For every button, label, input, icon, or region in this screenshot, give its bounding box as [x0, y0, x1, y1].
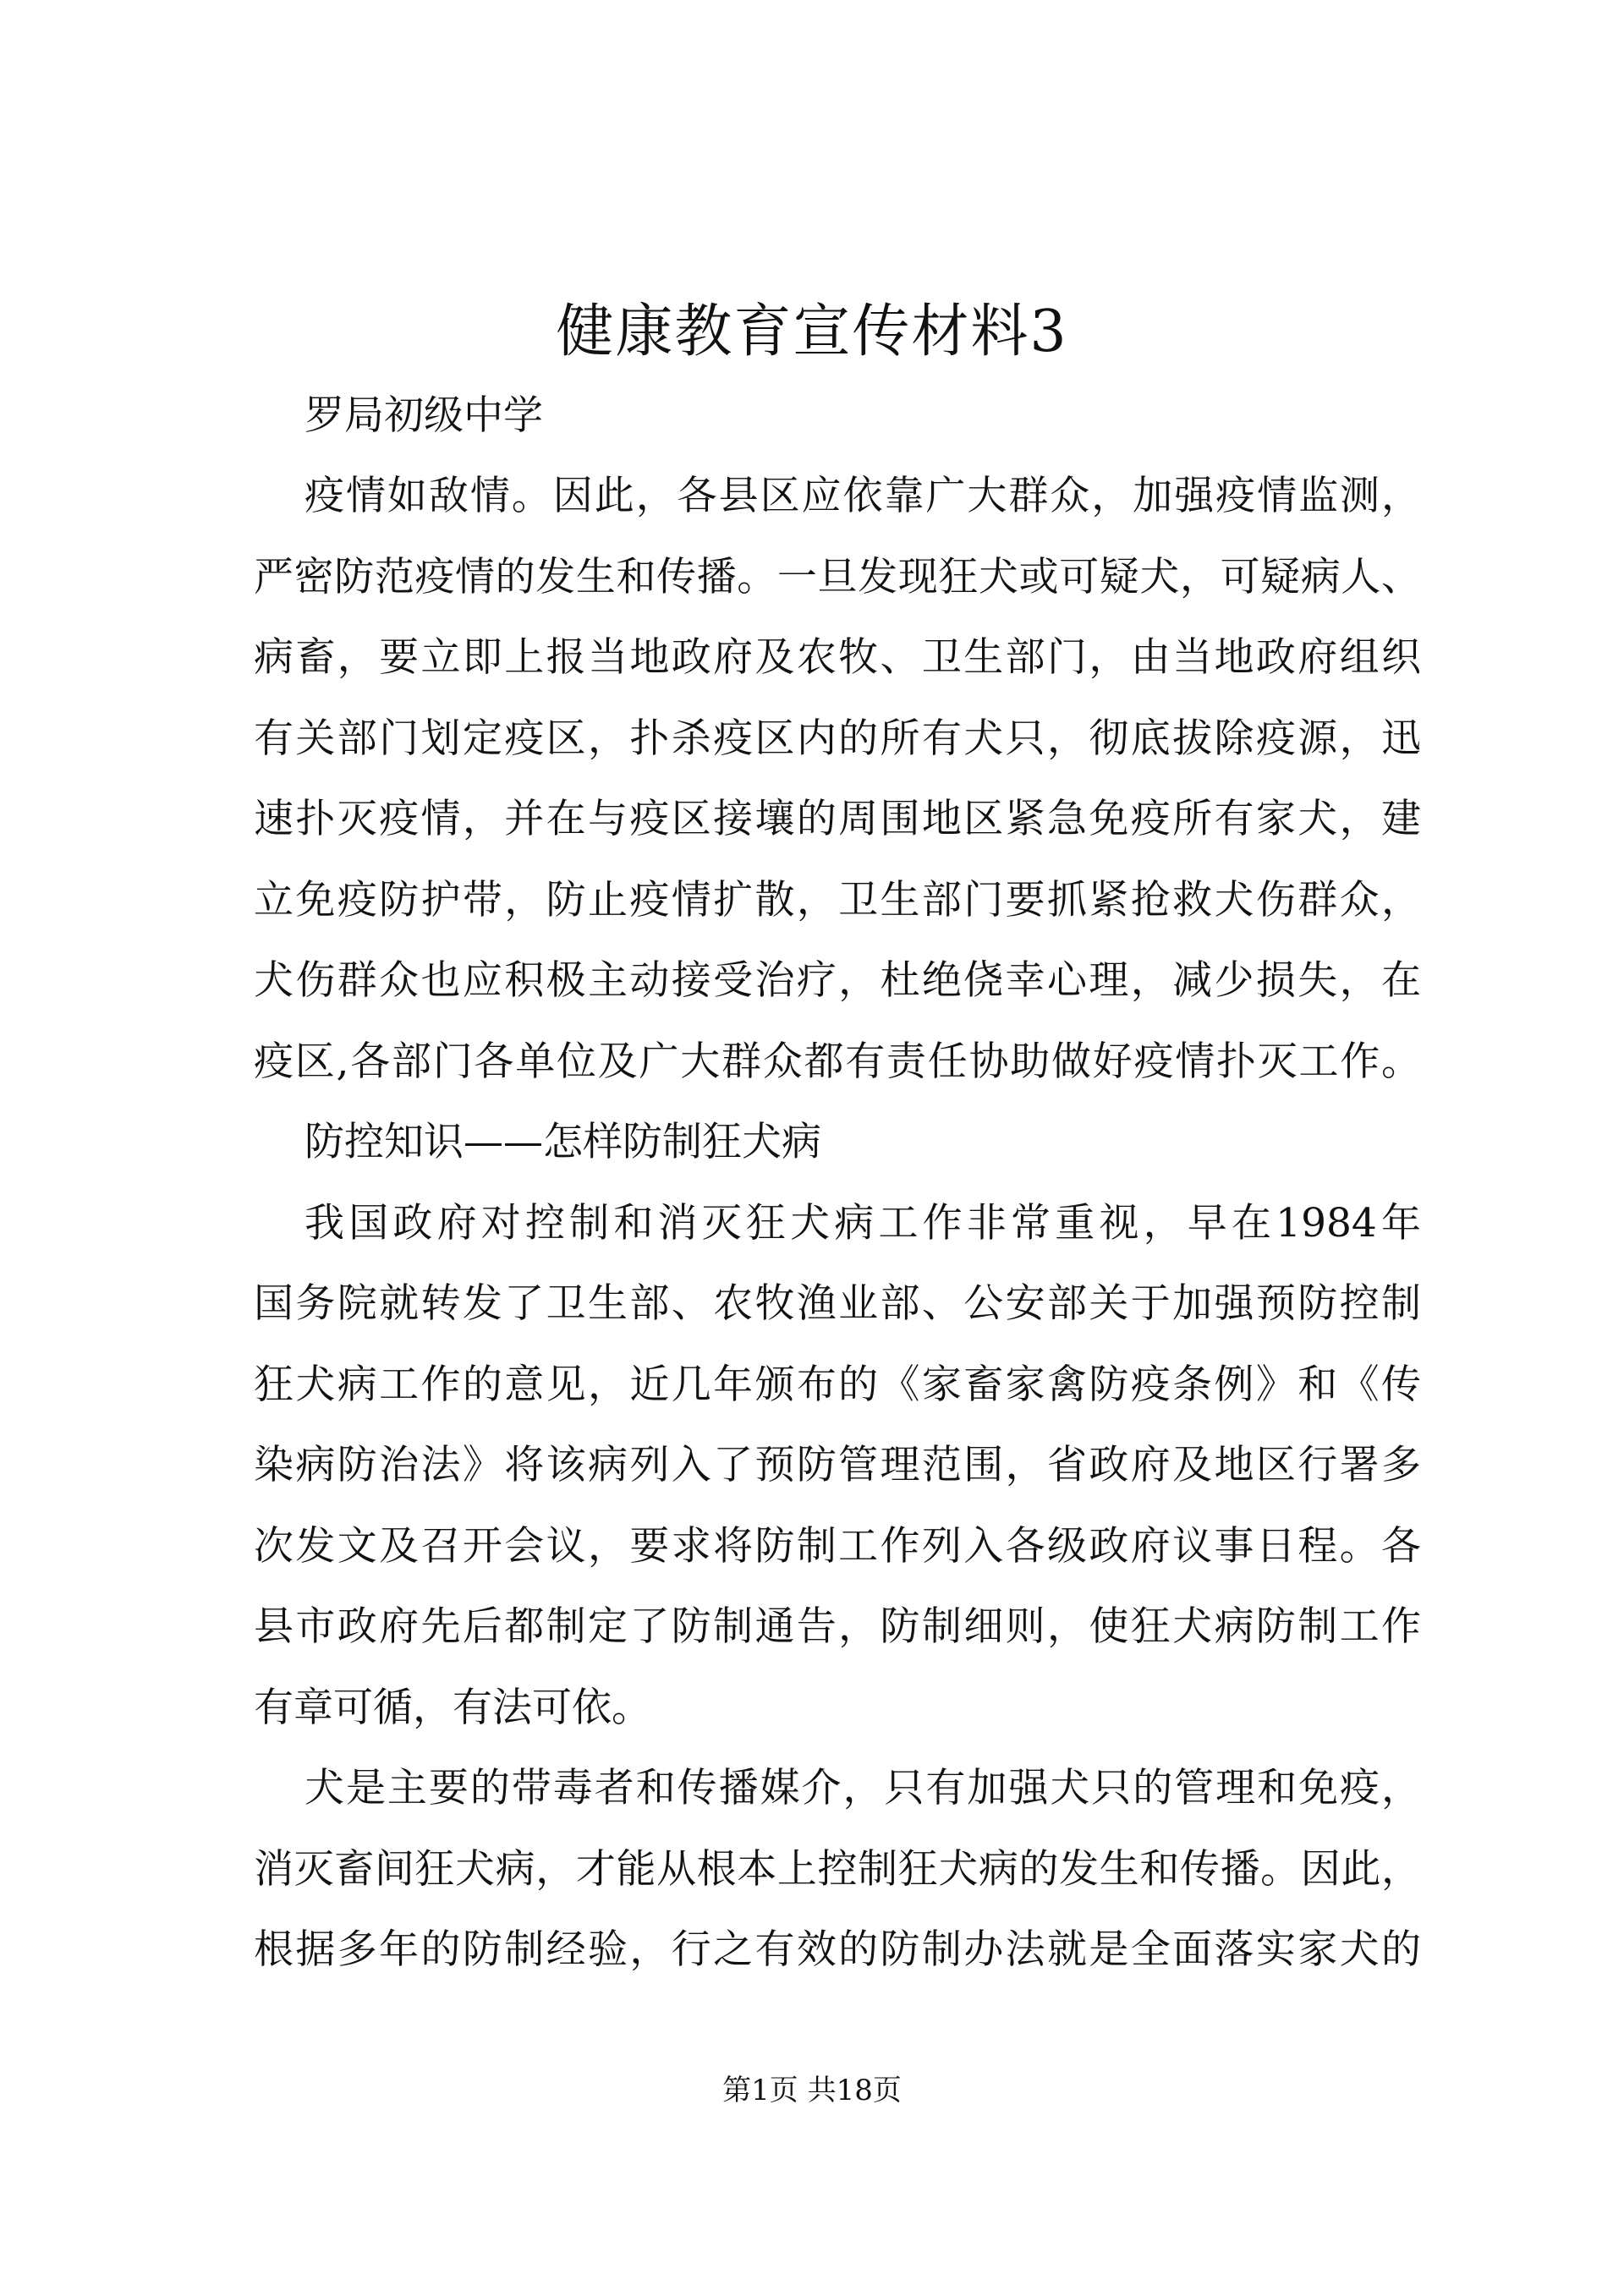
- paragraph-2-line-5: 次发文及召开会议，要求将防制工作列入各级政府议事日程。各: [254, 1523, 1421, 1570]
- paragraph-1-line-4: 有关部门划定疫区，扑杀疫区内的所有犬只，彻底拔除疫源，迅: [254, 715, 1421, 762]
- paragraph-2-line-1: 我国政府对控制和消灭狂犬病工作非常重视，早在1984年: [304, 1200, 1421, 1247]
- paragraph-1-line-8: 疫区,各部门各单位及广大群众都有责任协助做好疫情扑灭工作。: [254, 1038, 1421, 1085]
- section-heading: 防控知识——怎样防制狂犬病: [304, 1119, 821, 1165]
- paragraph-1-line-6: 立免疫防护带，防止疫情扩散，卫生部门要抓紧抢救犬伤群众，: [254, 877, 1421, 923]
- paragraph-3-line-1: 犬是主要的带毒者和传播媒介，只有加强犬只的管理和免疫，: [304, 1765, 1421, 1811]
- paragraph-2-line-2: 国务院就转发了卫生部、农牧渔业部、公安部关于加强预防控制: [254, 1280, 1421, 1327]
- paragraph-2-line-7: 有章可循，有法可依。: [254, 1685, 651, 1731]
- paragraph-3-line-3: 根据多年的防制经验，行之有效的防制办法就是全面落实家犬的: [254, 1926, 1421, 1973]
- paragraph-1-line-1: 疫情如敌情。因此，各县区应依靠广大群众，加强疫情监测，: [304, 473, 1421, 519]
- paragraph-2-line-4: 染病防治法》将该病列入了预防管理范围，省政府及地区行署多: [254, 1442, 1421, 1488]
- paragraph-1-line-3: 病畜，要立即上报当地政府及农牧、卫生部门，由当地政府组织: [254, 634, 1421, 681]
- paragraph-2-line-6: 县市政府先后都制定了防制通告，防制细则，使狂犬病防制工作: [254, 1603, 1421, 1650]
- paragraph-2-line-3: 狂犬病工作的意见，近几年颁布的《家畜家禽防疫条例》和《传: [254, 1362, 1421, 1408]
- paragraph-1-line-2: 严密防范疫情的发生和传播。一旦发现狂犬或可疑犬，可疑病人、: [254, 554, 1421, 600]
- paragraph-1-line-7: 犬伤群众也应积极主动接受治疗，杜绝侥幸心理，减少损失，在: [254, 957, 1421, 1004]
- paragraph-1-line-5: 速扑灭疫情，并在与疫区接壤的周围地区紧急免疫所有家犬，建: [254, 796, 1421, 842]
- document-title: 健康教育宣传材料3: [556, 299, 1068, 365]
- page-number-footer: 第1页 共18页: [722, 2074, 902, 2107]
- paragraph-3-line-2: 消灭畜间狂犬病，才能从根本上控制狂犬病的发生和传播。因此，: [254, 1846, 1421, 1893]
- author-line: 罗局初级中学: [304, 392, 543, 439]
